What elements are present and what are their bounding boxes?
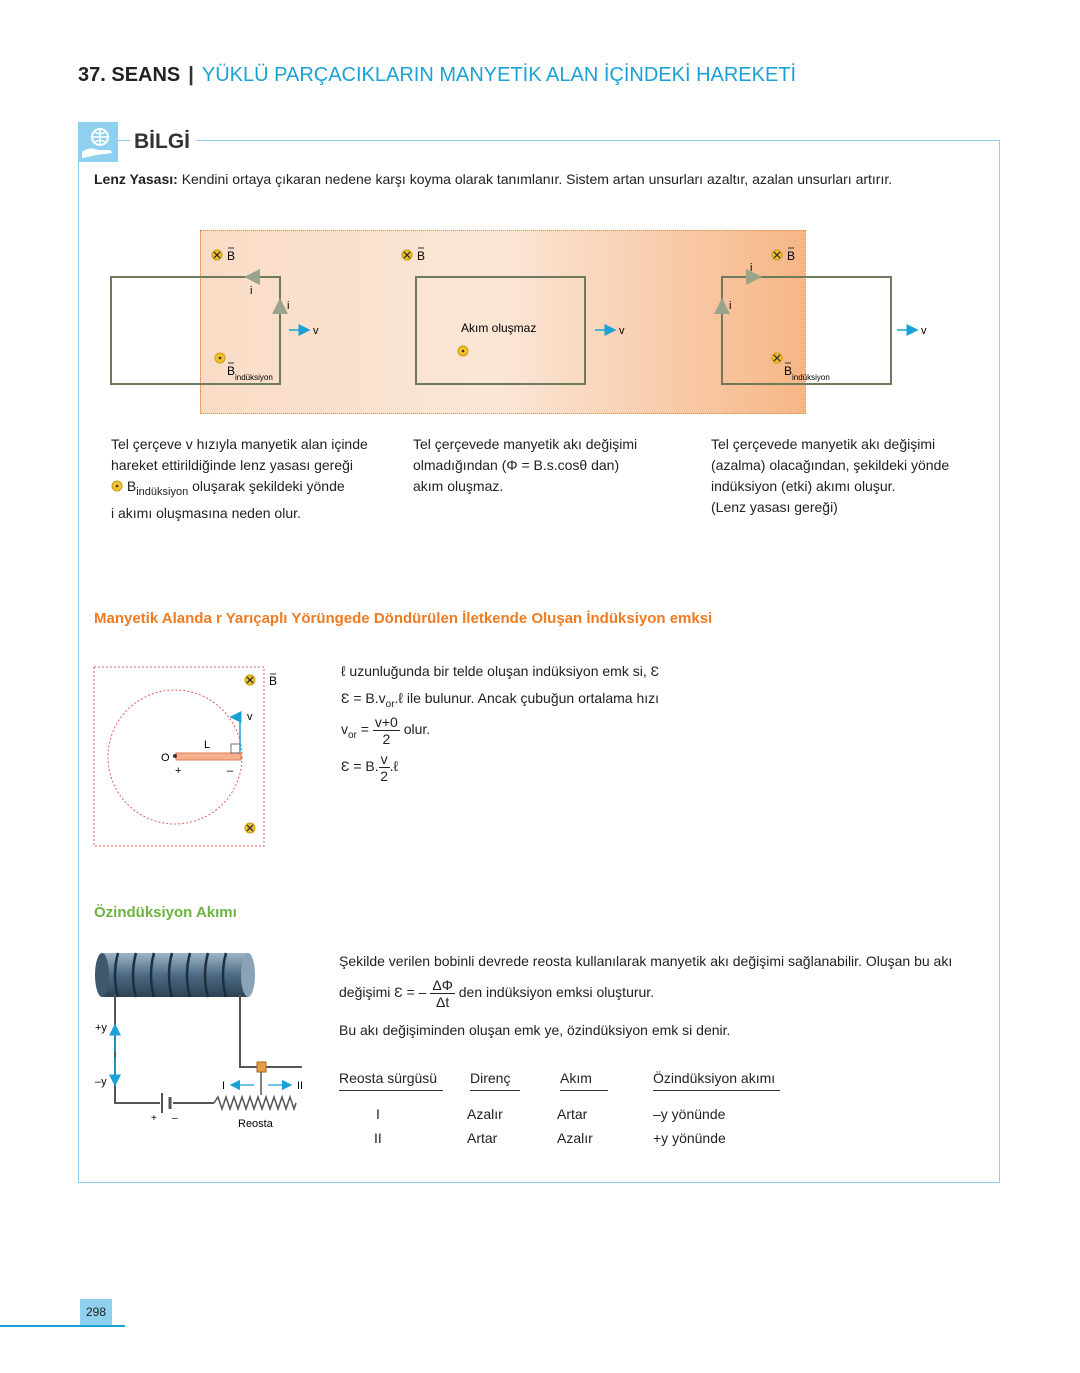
- page-number-rule: [0, 1325, 125, 1327]
- description-col-1: [111, 434, 401, 524]
- session-number: 37. SEANS: [78, 64, 181, 86]
- table-cell: I: [376, 1106, 380, 1122]
- desc3-line2: (azalma) olacağından, şekildeki yönde: [711, 457, 950, 473]
- section-self-induction-heading: Özindüksiyon Akımı: [94, 904, 237, 921]
- emf-line2-a: Ɛ = B.v: [341, 690, 386, 706]
- b-label-1: B: [227, 249, 236, 263]
- vor-sub: or: [348, 730, 357, 741]
- table-cell: +y yönünde: [653, 1130, 726, 1146]
- vor-num: v+0: [374, 714, 398, 730]
- self-induction-line-1: Şekilde verilen bobinli devrede reosta kullanılarak manyetik akı değişimi sağlanabilir. Oluşan bu akı: [339, 953, 953, 969]
- b-ind-sub-1: indüksiyon: [235, 373, 273, 382]
- i-label-4: i: [729, 300, 732, 312]
- v-label-2: v: [619, 325, 625, 337]
- b-out-of-page-icon: [458, 346, 468, 356]
- v-label-3: v: [921, 325, 927, 337]
- lenz-definition: Kendini ortaya çıkaran nedene karşı koyma olarak tanımlanır. Sistem artan unsurları azaltır, azalan unsurları artırır.: [181, 171, 893, 187]
- desc1-b-sub: indüksiyon: [136, 485, 189, 498]
- description-col-3: [711, 434, 991, 518]
- coil-circuit-diagram: [88, 945, 313, 1130]
- self-induction-line-2: [339, 977, 654, 1010]
- flux-fraction: [430, 977, 455, 1010]
- b-out-of-page-icon: [215, 353, 225, 363]
- lenz-label: Lenz Yasası:: [94, 171, 178, 187]
- b-into-page-icon: [402, 250, 412, 260]
- desc2-line3: akım oluşmaz.: [413, 478, 504, 494]
- b-ind-sub-3: indüksiyon: [792, 373, 830, 382]
- desc1-line2: hareket ettirildiğinde lenz yasası gereği: [111, 457, 354, 473]
- vor-fraction: [373, 714, 400, 747]
- section-rotating-rod-heading: Manyetik Alanda r Yarıçaplı Yörüngede Döndürülen İletkende Oluşan İndüksiyon emksi: [94, 610, 713, 627]
- desc1-line3: [111, 476, 401, 503]
- vor-equation: [341, 714, 430, 747]
- emf-num: v: [380, 751, 388, 767]
- vor-den: 2: [382, 731, 391, 747]
- emf-line-2: [341, 690, 659, 710]
- emf-after: .ℓ: [389, 758, 399, 775]
- page-number: 298: [80, 1299, 112, 1325]
- desc3-line4: (Lenz yasası gereği): [711, 499, 838, 515]
- desc3-line3: indüksiyon (etki) akımı oluşur.: [711, 478, 896, 494]
- table-cell: Azalır: [557, 1130, 593, 1146]
- description-col-2: [413, 434, 693, 497]
- b-into-page-icon: [212, 250, 222, 260]
- table-cell: Azalır: [467, 1106, 503, 1122]
- table-cell: Artar: [467, 1130, 498, 1146]
- i-label-2: i: [287, 300, 290, 312]
- desc1-line3-rest: oluşarak şekildeki yönde: [188, 478, 345, 494]
- b-out-of-page-icon: [111, 480, 123, 492]
- b-into-page-icon: [772, 250, 782, 260]
- si-line2-b: den indüksiyon emksi oluşturur.: [458, 984, 655, 1001]
- slider-I-label: I: [222, 1080, 226, 1092]
- table-header-ozinduksiyon: Özindüksiyon akımı: [653, 1070, 780, 1091]
- b-ind-3: B: [784, 364, 793, 378]
- rheostat-slider: [257, 1062, 266, 1072]
- wire-frame-3: [722, 277, 891, 384]
- table-header-reosta: Reosta sürgüsü: [339, 1070, 443, 1091]
- desc2-line1: Tel çerçevede manyetik akı değişimi: [413, 436, 638, 452]
- i-label-3: i: [750, 262, 753, 274]
- info-title: BİLGİ: [130, 130, 196, 154]
- v-label-1: v: [313, 325, 319, 337]
- battery-minus: –: [172, 1113, 178, 1124]
- si-line2-a: değişimi Ɛ = –: [339, 984, 427, 1001]
- table-cell: II: [374, 1130, 382, 1146]
- emf-line2-b: .ℓ ile bulunur. Ancak çubuğun ortalama hızı: [394, 690, 660, 706]
- wire-frame-1: [111, 277, 280, 384]
- emf-den: 2: [380, 768, 389, 784]
- flux-num: ΔΦ: [432, 977, 453, 993]
- b-label-2: B: [417, 249, 426, 263]
- slider-II-label: II: [297, 1080, 304, 1092]
- b-into-page-icon: [772, 353, 782, 363]
- emf-line2-sub: or: [385, 698, 395, 710]
- self-induction-line-3: Bu akı değişiminden oluşan emk ye, özindüksiyon emk si denir.: [339, 1022, 731, 1038]
- rheostat-label: Reosta: [238, 1118, 273, 1130]
- rheostat: [214, 1097, 296, 1109]
- desc3-line1: Tel çerçevede manyetik akı değişimi: [711, 436, 936, 452]
- table-header-akim: Akım: [560, 1070, 608, 1091]
- rod-b-label: B: [269, 674, 278, 688]
- b-into-page-icon: [245, 675, 255, 685]
- desc1-line4: i akımı oluşmasına neden olur.: [111, 504, 301, 521]
- vor-eq: =: [356, 721, 369, 738]
- table-cell: Artar: [557, 1106, 588, 1122]
- session-topic: YÜKLÜ PARÇACIKLARIN MANYETİK ALAN İÇİNDEKİ HAREKETİ: [201, 64, 797, 86]
- emf-fraction: [379, 751, 390, 784]
- vor-lhs: v: [341, 721, 348, 738]
- b-label-3: B: [787, 249, 796, 263]
- desc1-line1: Tel çerçeve v hızıyla manyetik alan içinde: [111, 436, 368, 452]
- rod-o-label: O: [161, 752, 170, 764]
- table-header-direnc: Direnç: [470, 1070, 520, 1091]
- rotating-rod-diagram: [90, 662, 290, 852]
- b-ind-1: B: [227, 364, 236, 378]
- desc1-b: B: [126, 478, 137, 494]
- plus-y-label: +y: [95, 1022, 107, 1034]
- minus-y-label: –y: [95, 1076, 107, 1088]
- rotating-rod: [176, 753, 241, 760]
- rod-l-label: L: [204, 739, 211, 751]
- i-label-1: i: [250, 285, 253, 297]
- no-current-label: Akım oluşmaz: [461, 321, 537, 335]
- emf-line-1: ℓ uzunluğunda bir telde oluşan indüksiyon emk si, Ɛ: [341, 663, 660, 679]
- emf-lhs: Ɛ = B.: [341, 758, 379, 775]
- flux-den: Δt: [435, 994, 450, 1010]
- header-separator: |: [188, 64, 194, 86]
- desc2-line2: olmadığından (Φ = B.s.cosθ dan): [413, 457, 620, 473]
- rod-v-label: v: [247, 711, 253, 723]
- battery-plus: +: [151, 1113, 157, 1124]
- emf-result: [341, 751, 398, 784]
- rod-plus-label: +: [175, 765, 182, 777]
- vor-after: olur.: [403, 721, 431, 738]
- b-into-page-icon: [245, 823, 255, 833]
- coil: [102, 953, 248, 997]
- rod-minus-label: –: [227, 765, 234, 777]
- table-cell: –y yönünde: [653, 1106, 726, 1122]
